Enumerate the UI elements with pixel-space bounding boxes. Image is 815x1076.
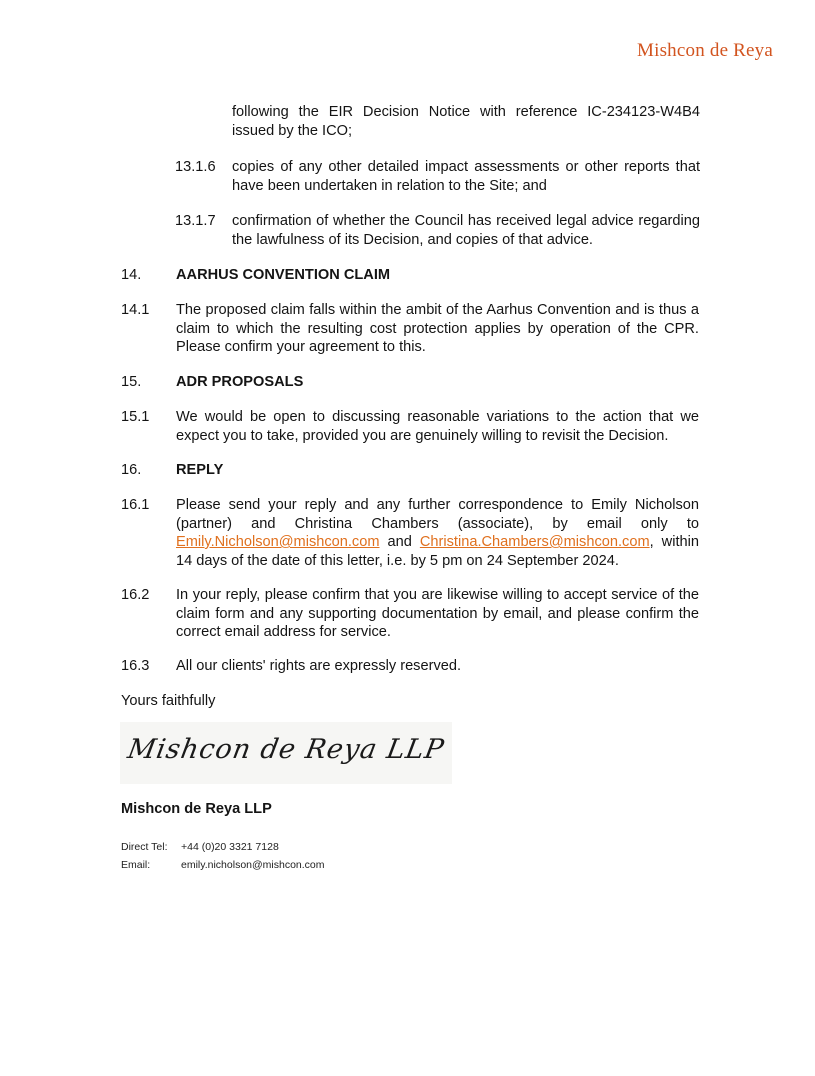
reply-deadline: , within 14 days of the date of this letter, i.e. by 5 pm on 24 September 2024.: [176, 534, 699, 569]
email-link-emily[interactable]: Emily.Nicholson@mishcon.com: [176, 534, 380, 550]
paragraph-text: [176, 496, 699, 570]
contact-email: [121, 859, 325, 871]
paragraph-number: 16.1: [121, 497, 150, 513]
section-number: 15.: [121, 374, 142, 390]
phone-label: Direct Tel:: [121, 841, 168, 853]
phone-value: +44 (0)20 3321 7128: [181, 841, 279, 853]
firm-logo: Mishcon de Reya: [637, 40, 773, 61]
section-heading: AARHUS CONVENTION CLAIM: [176, 267, 391, 283]
email-value[interactable]: emily.nicholson@mishcon.com: [181, 859, 325, 871]
conjunction-text: and: [387, 534, 412, 550]
paragraph-text: All our clients' rights are expressly reserved.: [176, 658, 462, 674]
paragraph-number: 15.1: [121, 409, 150, 425]
continuation-text: following the EIR Decision Notice with reference IC-234123-W4B4 issued by the ICO;: [232, 104, 700, 139]
paragraph-number: 16.2: [121, 587, 150, 603]
section-heading: REPLY: [176, 462, 224, 478]
reply-instructions: Please send your reply and any further correspondence to Emily Nicholson (partner) and Christina Chambers (associate), by email only to: [176, 497, 699, 532]
section-number: 14.: [121, 267, 142, 283]
item-number: 13.1.6: [175, 159, 216, 175]
paragraph-text: The proposed claim falls within the ambit of the Aarhus Convention and is thus a claim to which the resulting cost protection applies by operation of the CPR. Please confirm your agreement to this.: [176, 302, 699, 355]
item-text: copies of any other detailed impact assessments or other reports that have been undertaken in relation to the Site; and: [232, 159, 700, 194]
paragraph-text: We would be open to discussing reasonable variations to the action that we expect you to take, provided you are genuinely willing to revisit the Decision.: [176, 409, 699, 444]
salutation: Yours faithfully: [121, 693, 216, 709]
item-number: 13.1.7: [175, 213, 216, 229]
paragraph-text: In your reply, please confirm that you are likewise willing to accept service of the claim form and any supporting documentation by email, and please confirm the correct email address for service.: [176, 587, 699, 640]
item-text: confirmation of whether the Council has received legal advice regarding the lawfulness of its Decision, and copies of that advice.: [232, 213, 700, 248]
section-heading: ADR PROPOSALS: [176, 374, 304, 390]
paragraph-number: 14.1: [121, 302, 150, 318]
handwritten-signature: Mishcon de Reya LLP: [125, 734, 447, 765]
section-number: 16.: [121, 462, 142, 478]
email-link-christina[interactable]: Christina.Chambers@mishcon.com: [419, 534, 650, 550]
email-label: Email:: [121, 859, 151, 871]
paragraph-number: 16.3: [121, 658, 150, 674]
firm-name: Mishcon de Reya LLP: [121, 801, 272, 817]
contact-phone: [121, 841, 279, 853]
